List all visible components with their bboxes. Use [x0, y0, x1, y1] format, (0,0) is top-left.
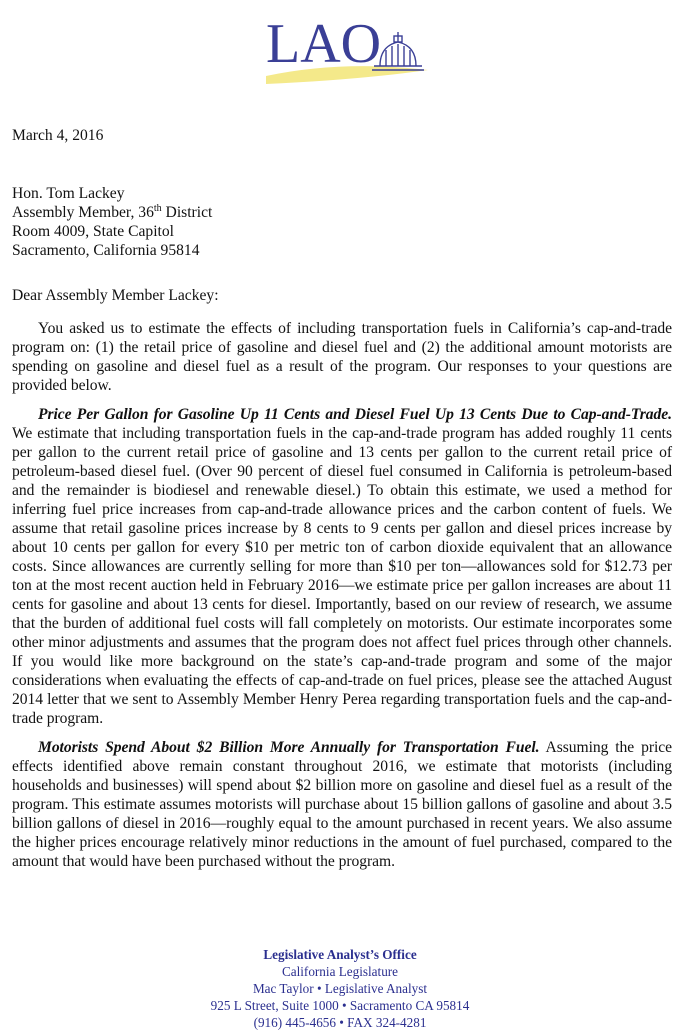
recipient-title-pre: Assembly Member, 36 [12, 204, 154, 221]
paragraph-motorists-spend [12, 738, 672, 871]
letter-body [12, 319, 672, 881]
recipient-title-post: District [161, 204, 213, 221]
paragraph-price-per-gallon [12, 405, 672, 728]
paragraph-heading: Price Per Gallon for Gasoline Up 11 Cents and Diesel Fuel Up 13 Cents Due to Cap-and-Trade. [38, 406, 672, 423]
paragraph-text: You asked us to estimate the effects of including transportation fuels in California’s cap-and-trade program on: (1) the retail price of gasoline and diesel fuel and (2) the additional amount motorists are spending on gasoline and diesel fuel as a result of the program. Our responses to your questions are provided below. [12, 320, 672, 394]
recipient-title [12, 203, 212, 222]
paragraph-heading: Motorists Spend About $2 Billion More Annually for Transportation Fuel. [38, 739, 540, 756]
footer-org: Legislative Analyst’s Office [263, 947, 417, 962]
recipient-city: Sacramento, California 95814 [12, 242, 200, 259]
footer-analyst: Mac Taylor • Legislative Analyst [252, 981, 428, 996]
footer-phone: (916) 445-4656 • FAX 324-4281 [253, 1015, 427, 1030]
footer-legislature: California Legislature [281, 964, 399, 979]
capitol-dome-icon [262, 10, 432, 88]
paragraph-intro [12, 319, 672, 395]
recipient-room: Room 4009, State Capitol [12, 223, 174, 240]
paragraph-text: We estimate that including transportation fuels in the cap-and-trade program has added roughly 11 cents per gallon to the current retail price of gasoline and 13 cents per gallon to the current retail price of petroleum-based diesel fuel. (Over 90 percent of diesel fuel consumed in California is petroleum-based and the remainder is biodiesel and renewable diesel.) To obtain this estimate, we used a method for inferring fuel price increases from cap-and-trade allowance prices and the carbon content of fuels. We assume that retail gasoline prices increase by 8 cents to 9 cents per gallon and diesel prices increase by about 10 cents per gallon for every $10 per metric ton of carbon dioxide equivalent that an allowance costs. Since allowances are currently selling for more than $10 per ton—allowances sold for $12.73 per ton at the most recent auction held in February 2016—we estimate price per gallon increases are about 11 cents for gasoline and about 13 cents for diesel. Importantly, based on our review of research, we assume that the burden of additional fuel costs will fall completely on motorists. Our estimate incorporates some other minor adjustments and assumes that the program does not affect fuel prices through other channels. If you would like more background on the state’s cap-and-trade program and some of the major considerations when evaluating the effects of cap-and-trade on fuel prices, please see the attached August 2014 letter that we sent to Assembly Member Henry Perea regarding transportation fuels and the cap-and-trade program. [12, 425, 672, 727]
recipient-address [12, 184, 212, 260]
letterhead-footer [0, 946, 680, 1031]
recipient-name: Hon. Tom Lackey [12, 185, 125, 202]
logo-text: LAO [266, 13, 382, 75]
letter-date: March 4, 2016 [12, 127, 104, 144]
recipient-title-sup: th [153, 203, 162, 214]
lao-logo [262, 10, 432, 88]
footer-address: 925 L Street, Suite 1000 • Sacramento CA 95814 [210, 998, 470, 1013]
paragraph-text: Assuming the price effects identified above remain constant throughout 2016, we estimate that motorists (including households and businesses) will spend about $2 billion more on gasoline and diesel fuel as a result of the program. This estimate assumes motorists will purchase about 15 billion gallons of gasoline and about 3.5 billion gallons of diesel in 2016—roughly equal to the amount purchased in recent years. We also assume the higher prices encourage relatively minor reductions in the amount of fuel purchased, compared to the amount that would have been purchased without the program. [12, 739, 672, 870]
salutation: Dear Assembly Member Lackey: [12, 287, 219, 304]
